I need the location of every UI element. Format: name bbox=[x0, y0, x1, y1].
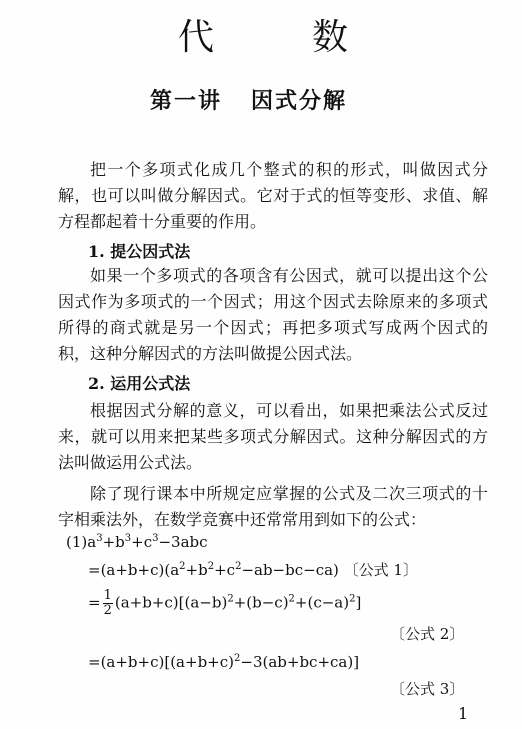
page-title-char-2: 数 bbox=[311, 17, 348, 58]
lecture-heading: 第一讲 因式分解 bbox=[150, 88, 347, 114]
formula-line-5: $=(a+b+c)[(a+b+c)^2-3(ab+bc+ca)]$ bbox=[88, 653, 360, 671]
page-number: 1 bbox=[458, 704, 469, 723]
common-factor-paragraph: 如果一个多项式的各项含有公因式，就可以提出这个公因式作为多项式的一个因式；用这个因式去除原来的多项式所得的商式就是另一个因式；再把多项式写成两个因式的积，这种分解因式的方法叫做提公因式法。 bbox=[58, 266, 488, 363]
one-half-fraction: $\frac{1}{2}$ bbox=[103, 588, 112, 618]
formula-method-paragraph: 根据因式分解的意义，可以看出，如果把乘法公式反过来，就可以用来把某些多项式分解因式。这种分解因式的方法叫做运用公式法。 bbox=[58, 401, 488, 472]
formula-label-2: 〔公式 2〕 bbox=[390, 625, 465, 643]
intro-paragraph: 把一个多项式化成几个整式的积的形式，叫做因式分解，也可以叫做分解因式。它对于式的恒等变形、求值、解方程都起着十分重要的作用。 bbox=[58, 160, 488, 231]
formula-line-3: = $\frac{1}{2}$ $(a+b+c)[(a-b)^2+(b-c)^2+(c-a)^2]$ bbox=[88, 588, 362, 618]
page-title-char-1: 代 bbox=[178, 17, 215, 58]
competition-formulas-paragraph: 除了现行课本中所规定应掌握的公式及二次三项式的十字相乘法外，在数学竞赛中还常常用到如下的公式： bbox=[58, 484, 488, 529]
formula-label-3: 〔公式 3〕 bbox=[390, 680, 465, 698]
page-title bbox=[178, 16, 348, 60]
section-heading-common-factor: 1. 提公因式法 bbox=[88, 242, 191, 261]
section-heading-formula-method: 2. 运用公式法 bbox=[88, 374, 191, 393]
formula-line-2: $=(a+b+c)(a^2+b^2+c^2-ab-bc-ca)$ 〔公式 1〕 bbox=[88, 561, 418, 579]
formula-line-1: $(1)a^3+b^3+c^3-3abc$ bbox=[66, 533, 208, 551]
